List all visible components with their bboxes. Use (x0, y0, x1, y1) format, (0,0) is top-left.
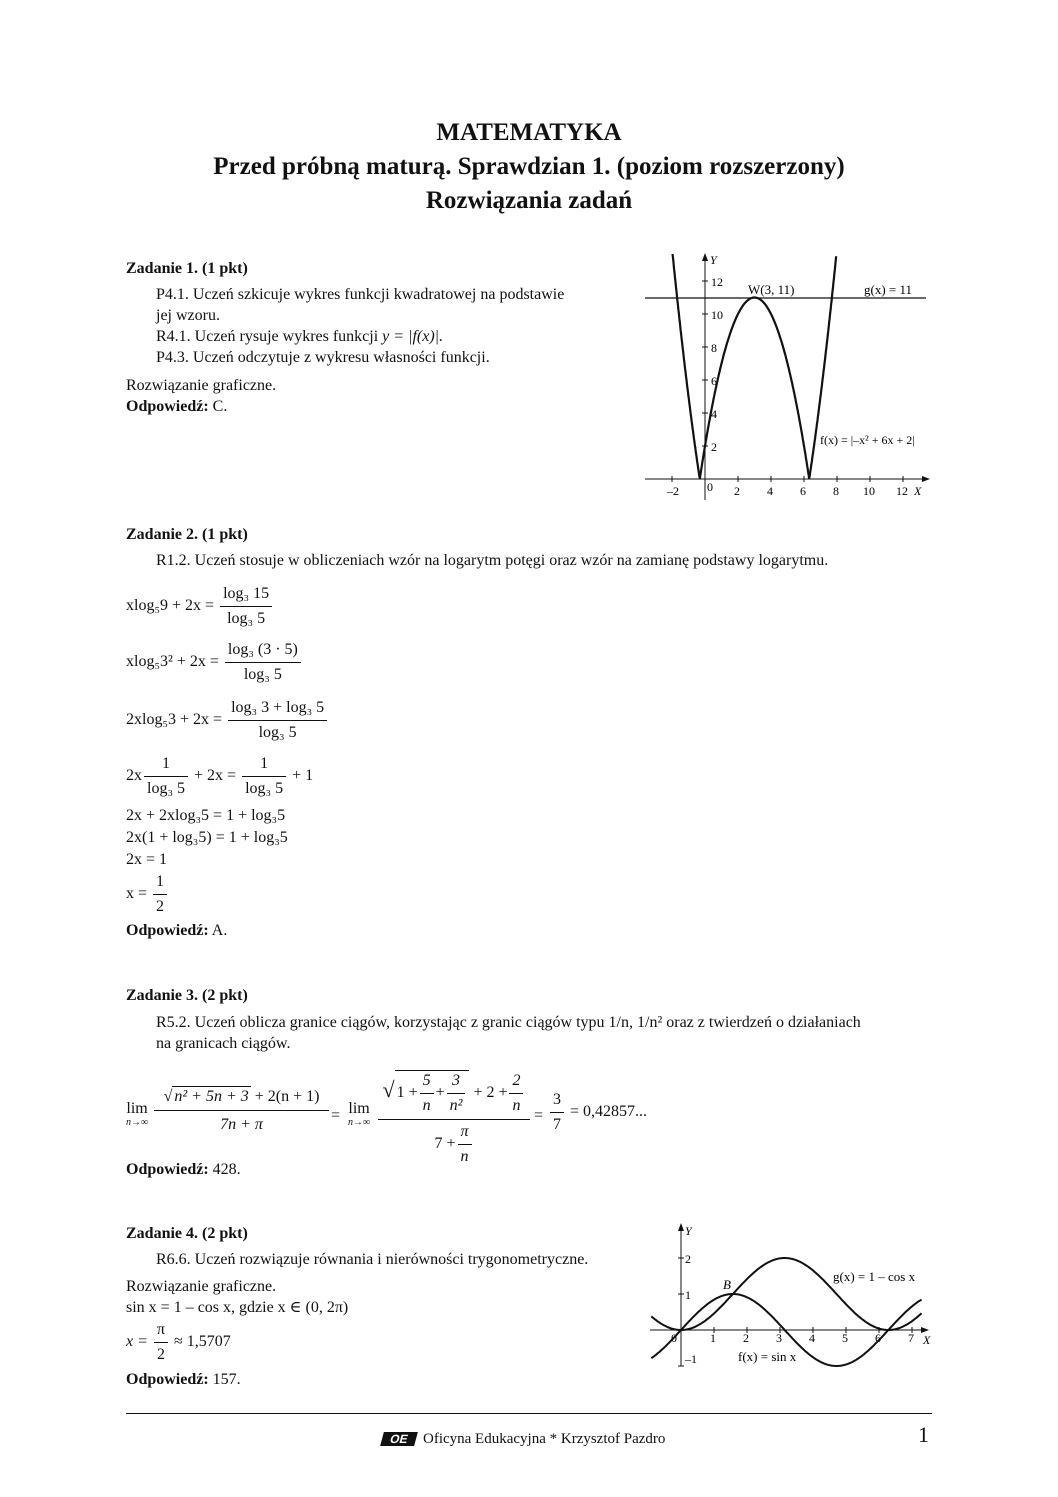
task2-eq4-post: + 1 (292, 767, 314, 785)
task1-y-tick: 6 (711, 374, 717, 388)
task4-x-tick: 2 (743, 1331, 749, 1345)
task3-n2-f3 (509, 1071, 523, 1116)
task3-n2-rest: + 2 + (473, 1084, 508, 1102)
frac-den: 7 (553, 1116, 561, 1133)
task1-x-tick: 6 (800, 484, 806, 498)
lim-sub: n→∞ (348, 1117, 371, 1128)
footer-publisher: Oficyna Edukacyjna * Krzysztof Pazdro (423, 1431, 666, 1447)
task1-req2-math: y = |f(x)|. (382, 328, 444, 345)
task4-method: Rozwiązanie graficzne. (126, 1278, 277, 1295)
task3-n2-f1 (420, 1071, 434, 1116)
task3-answer-value: 428. (212, 1161, 241, 1178)
task1-x-tick: 12 (896, 484, 908, 498)
task3-frac2-num (378, 1070, 530, 1120)
task1-y-tick: 4 (711, 407, 717, 421)
task1-method: Rozwiązanie graficzne. (126, 377, 277, 394)
task1-req2 (156, 326, 443, 347)
task4-x-tick: 6 (875, 1331, 881, 1345)
task2-answer-value: A. (211, 922, 228, 939)
task4-x-label: X (923, 1333, 931, 1347)
task2-eq1-lhs: xlog₅9 + 2x = (126, 597, 215, 615)
task3-frac2-den (378, 1120, 530, 1167)
lim-text: lim (348, 1100, 370, 1117)
task3-n2-plus: + (435, 1084, 445, 1102)
frac-den: log₃ 5 (147, 780, 186, 797)
task3-lim1 (126, 1102, 148, 1130)
task3-n2-a: 1 + (396, 1084, 418, 1102)
task2-eq4-mid: + 2x = (194, 767, 237, 785)
task1-answer (126, 396, 227, 417)
task3-num1-rest: + 2(n + 1) (254, 1088, 320, 1105)
task3-result-frac (550, 1090, 564, 1135)
task3-den2-a: 7 + (434, 1135, 456, 1153)
task4-g-label: g(x) = 1 – cos x (833, 1269, 916, 1284)
task4-answer-label: Odpowiedź: (126, 1371, 209, 1388)
task3-n2-f2 (447, 1071, 466, 1116)
frac-den: n (460, 1148, 469, 1165)
task2-eq3-frac (228, 698, 327, 743)
task2-eq1 (126, 584, 274, 629)
frac-den: log₃ 5 (245, 780, 284, 797)
task2-eq4 (126, 754, 313, 799)
subject-title: MATEMATYKA (436, 119, 622, 146)
task4-req: R6.6. Uczeń rozwiązuje równania i nierówności trygonometryczne. (156, 1251, 589, 1268)
task1-f-label: f(x) = |–x² + 6x + 2| (820, 433, 915, 447)
task4-y-tick: 2 (685, 1252, 691, 1266)
task3-eq-sign2: = (534, 1107, 544, 1124)
frac-den: 2 (156, 898, 165, 915)
task3-root1: n² + 5n + 3 (174, 1088, 249, 1105)
document-subtitle: Przed próbną maturą. Sprawdzian 1. (poziom rozszerzony) (213, 153, 845, 180)
task4-eq2-lhs: x = (126, 1333, 148, 1351)
frac-den: 2 (156, 1346, 165, 1363)
task1-y-tick: 10 (711, 308, 723, 322)
task4-eq2 (126, 1320, 231, 1365)
frac-num: 1 (153, 872, 167, 895)
task1-g-label: g(x) = 11 (864, 282, 913, 297)
task4-answer-value: 157. (212, 1371, 241, 1388)
task1-req1: P4.1. Uczeń szkicuje wykres funkcji kwadratowej na podstawie (156, 286, 565, 303)
frac-den: log₃ 5 (227, 610, 266, 627)
task3-result (548, 1090, 647, 1135)
frac-num: 3 (447, 1071, 466, 1094)
task4-title: Zadanie 4. (2 pkt) (126, 1225, 248, 1242)
frac-num: 5 (420, 1071, 434, 1094)
task4-eq2-rest: ≈ 1,5707 (173, 1333, 231, 1351)
task4-answer (126, 1369, 241, 1390)
task2-eq8-lhs: x = (126, 885, 148, 903)
task3-result-value: = 0,42857... (570, 1103, 648, 1121)
task3-lim2 (348, 1102, 370, 1130)
task1-req3: P4.3. Uczeń odczytuje z wykresu własności funkcji. (156, 349, 490, 366)
task1-y-tick: 12 (711, 275, 723, 289)
frac-num: log₃ 3 + log₃ 5 (228, 698, 327, 721)
frac-den: log₃ 5 (258, 724, 297, 741)
task4-x-tick: 0 (671, 1331, 677, 1345)
task1-x-tick: 8 (833, 484, 839, 498)
frac-num: π (458, 1122, 472, 1145)
task1-x-label: X (914, 484, 922, 498)
task4-y-tick: –1 (685, 1352, 697, 1366)
task3-frac1 (154, 1086, 329, 1135)
task4-x-tick: 1 (710, 1331, 716, 1345)
task1-req2-text: R4.1. Uczeń rysuje wykres funkcji (156, 328, 383, 345)
task1-vertex-label: W(3, 11) (748, 282, 795, 297)
frac-den: log₃ 5 (243, 666, 282, 683)
task3-req2: na granicach ciągów. (156, 1035, 291, 1052)
task3-root2 (395, 1070, 470, 1116)
task4-f-label: f(x) = sin x (738, 1349, 797, 1364)
task4-x-tick: 5 (842, 1331, 848, 1345)
task1-graph (640, 248, 940, 510)
task1-x-tick: 2 (734, 484, 740, 498)
task4-x-tick: 3 (776, 1331, 782, 1345)
task4-eq1: sin x = 1 – cos x, gdzie x ∈ (0, 2π) (126, 1299, 349, 1316)
task3-answer (126, 1159, 241, 1180)
frac-den: n (512, 1097, 521, 1114)
task2-eq4-pre: 2x (126, 767, 142, 785)
task1-y-tick: 2 (711, 440, 717, 454)
task2-title: Zadanie 2. (1 pkt) (126, 526, 248, 543)
task1-answer-value: C. (212, 398, 228, 415)
frac-num: π (154, 1320, 168, 1343)
sqrt-icon: √ (382, 1077, 395, 1103)
lim-text: lim (126, 1100, 148, 1117)
task3-title: Zadanie 3. (2 pkt) (126, 987, 248, 1004)
task2-eq4-frac1 (144, 754, 188, 799)
task2-eq2-lhs: xlog₅3² + 2x = (126, 653, 219, 671)
task2-eq8-frac (153, 872, 167, 917)
task4-y-label: Y (685, 1224, 692, 1238)
frac-num: 1 (242, 754, 286, 777)
task4-y-tick: 1 (685, 1288, 691, 1302)
task2-eq8 (126, 872, 169, 917)
frac-num: log₃ 15 (220, 584, 272, 607)
document-heading: Rozwiązania zadań (425, 187, 633, 214)
task1-x-tick: 10 (863, 484, 875, 498)
task4-point-label: B (723, 1277, 731, 1292)
task2-eq3-lhs: 2xlog₅3 + 2x = (126, 711, 223, 729)
frac-num: 2 (509, 1071, 523, 1094)
frac-num: log₃ (3 · 5) (225, 640, 301, 663)
task1-title: Zadanie 1. (1 pkt) (126, 260, 248, 277)
task4-x-tick: 4 (809, 1331, 815, 1345)
task4-x-tick: 7 (908, 1331, 914, 1345)
page-number: 1 (918, 1422, 929, 1447)
footer-divider (126, 1413, 932, 1414)
task1-x-arrow-icon (922, 476, 930, 482)
task1-y-arrow-icon (702, 253, 708, 261)
task2-eq2 (126, 640, 303, 685)
lim-operator (126, 1102, 148, 1130)
frac-num: 1 (144, 754, 188, 777)
task1-req1b: jej wzoru. (156, 307, 220, 324)
task2-eq2-frac (225, 640, 301, 685)
task1-y-label: Y (710, 253, 717, 267)
task2-req: R1.2. Uczeń stosuje w obliczeniach wzór na logarytm potęgi oraz wzór na zamianę podstawy logarytmu. (156, 552, 829, 569)
task2-eq4-frac2 (242, 754, 286, 799)
task2-answer-label: Odpowiedź: (126, 922, 209, 939)
frac-den: n² (449, 1097, 463, 1114)
task3-den2-f (458, 1122, 472, 1167)
task2-eq3 (126, 698, 329, 743)
task2-answer (126, 920, 227, 941)
task3-eq-sign: = (331, 1107, 341, 1124)
publisher-logo-icon: OE (380, 1432, 418, 1446)
sqrt-icon: √ (163, 1088, 173, 1105)
task1-x-tick: 0 (707, 480, 713, 494)
task1-y-tick: 8 (711, 341, 717, 355)
task3-req1: R5.2. Uczeń oblicza granice ciągów, korzystając z granic ciągów typu 1/n, 1/n² oraz z twierdzeń o działaniach (156, 1014, 861, 1031)
task3-frac2 (378, 1070, 530, 1167)
lim-sub: n→∞ (126, 1117, 149, 1128)
task2-eq5: 2x + 2xlog₃5 = 1 + log₃5 (126, 807, 286, 824)
task3-answer-label: Odpowiedź: (126, 1161, 209, 1178)
task4-eq2-frac (154, 1320, 168, 1365)
task2-eq1-frac (220, 584, 272, 629)
task2-eq7: 2x = 1 (126, 851, 168, 868)
task3-frac1-num (154, 1086, 329, 1111)
frac-den: n (422, 1097, 431, 1114)
task4-y-arrow-icon (678, 1223, 684, 1231)
task1-x-tick: –2 (667, 484, 679, 498)
task1-answer-label: Odpowiedź: (126, 398, 209, 415)
lim-operator (348, 1102, 370, 1130)
frac-num: 3 (550, 1090, 564, 1113)
task4-graph (645, 1218, 937, 1370)
task2-eq6: 2x(1 + log₃5) = 1 + log₃5 (126, 829, 288, 846)
task3-frac1-den: 7n + π (220, 1116, 263, 1133)
task1-x-tick: 4 (767, 484, 773, 498)
